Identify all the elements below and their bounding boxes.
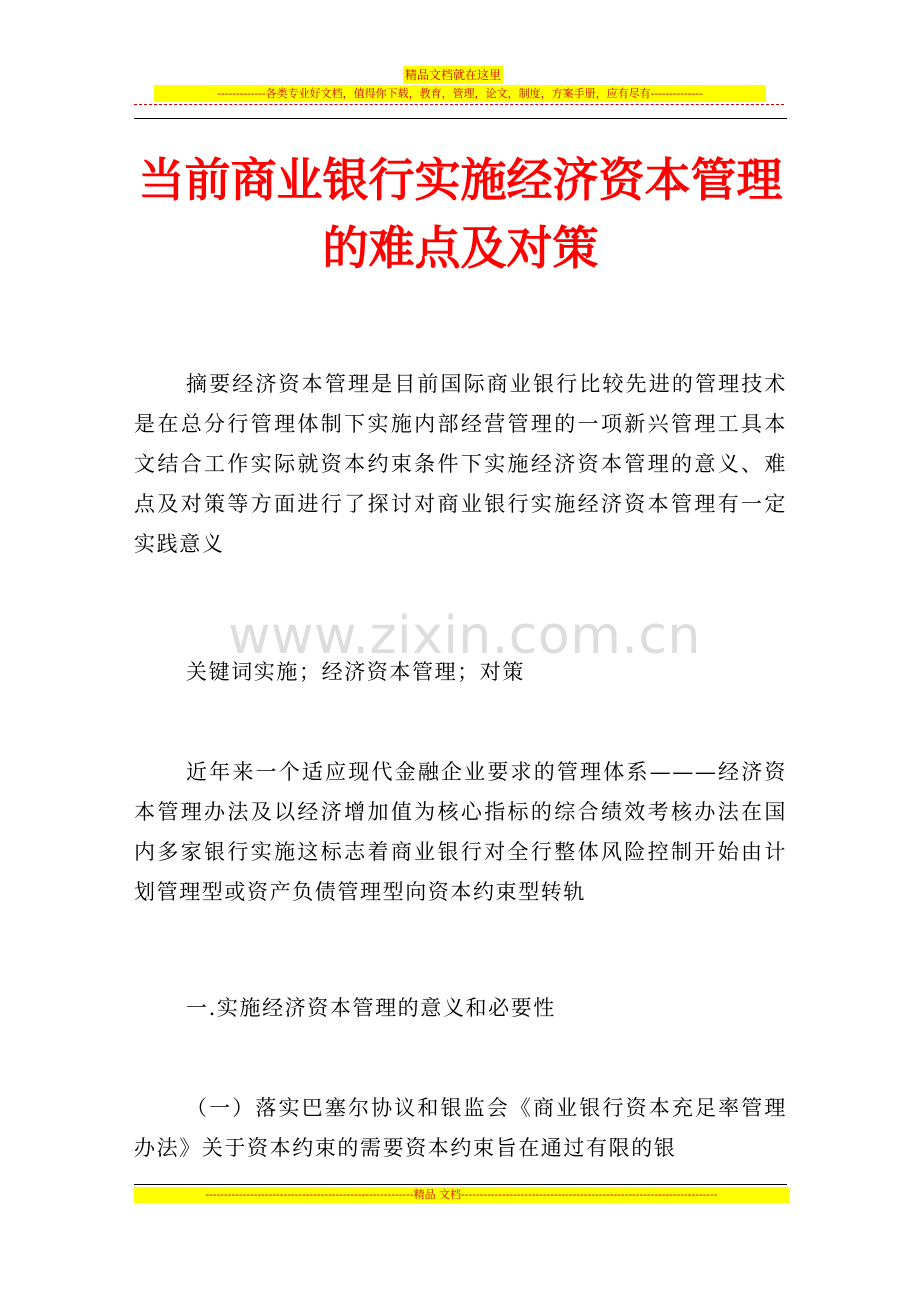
header-dashed-divider xyxy=(134,104,784,105)
keywords-paragraph: 关键词实施；经济资本管理；对策 xyxy=(186,660,525,684)
document-title: 当前商业银行实施经济资本管理的难点及对策 xyxy=(138,153,783,275)
intro-paragraph: 近年来一个适应现代金融企业要求的管理体系———经济资本管理办法及以经济增加值为核心指标的综合绩效考核办法在国内多家银行实施这标志着商业银行对全行整体风险控制开始由计划管理型或资产负债管理型向资本约束型转轨 xyxy=(134,760,787,904)
watermark: www.zixin.com.cn xyxy=(228,606,701,666)
section-heading: 一.实施经济资本管理的意义和必要性 xyxy=(186,996,556,1020)
header-tagline: -------------各类专业好文档，值得你下载，教育，管理，论文，制度，方案手册，应有尽有-------------- xyxy=(154,85,766,102)
footer-rule xyxy=(134,1184,787,1185)
header-rule xyxy=(134,118,787,119)
abstract-paragraph: 摘要经济资本管理是目前国际商业银行比较先进的管理技术是在总分行管理体制下实施内部经营管理的一项新兴管理工具本文结合工作实际就资本约束条件下实施经济资本管理的意义、难点及对策等方面进行了探讨对商业银行实施经济资本管理有一定实践意义 xyxy=(134,372,787,556)
footer-banner: --------------------------------------------------------精品 文档--------------------------------------------------------------------- xyxy=(134,1187,789,1203)
subsection-paragraph: （一）落实巴塞尔协议和银监会《商业银行资本充足率管理办法》关于资本约束的需要资本约束旨在通过有限的银 xyxy=(134,1096,787,1160)
header-top-label: 精品文档就在这里 xyxy=(405,68,502,82)
